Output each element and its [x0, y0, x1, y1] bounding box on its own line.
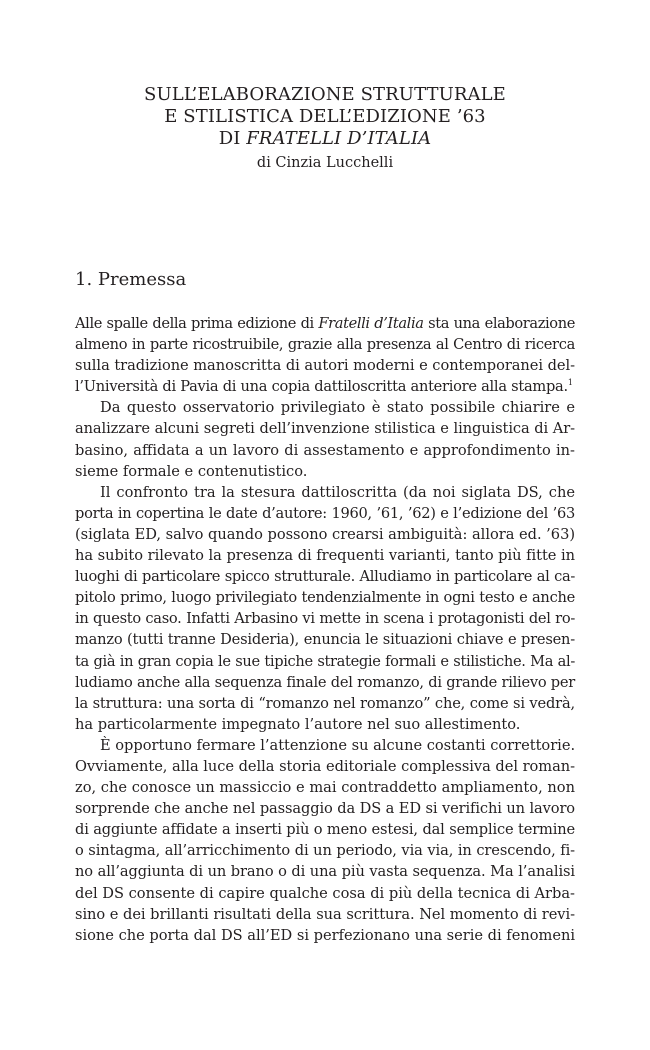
text-line: luoghi di particolare spicco strutturale. Alludiamo in particolare al ca-: [75, 568, 575, 586]
text-line: sorprende che anche nel passaggio da DS a ED si verifichi un lavoro: [75, 800, 575, 818]
body-text: [75, 313, 575, 946]
text-line: sieme formale e contenutistico.: [75, 462, 308, 480]
text-line: ta già in gran copia le sue tipiche strategie formali e stilistiche. Ma al-: [75, 652, 575, 670]
text-line: [75, 313, 575, 334]
text-line: almeno in parte ricostruibile, grazie alla presenza al Centro di ricerca: [75, 336, 575, 354]
text-line: [75, 376, 575, 397]
text-run: Alle spalle della prima edizione di: [75, 315, 319, 332]
text-line: porta in copertina le date d’autore: 1960, ’61, ’62) e l’edizione del ’63: [75, 504, 575, 522]
text-line: di aggiunte affidate a inserti più o meno estesi, dal semplice termine: [75, 821, 575, 839]
text-line: ha particolarmente impegnato l’autore nel suo allestimento.: [75, 715, 521, 733]
book-title-italic: Fratelli d’Italia: [318, 315, 424, 332]
article-author: di Cinzia Lucchelli: [256, 155, 394, 171]
text-line: analizzare alcuni segreti dell’invenzione stilistica e linguistica di Ar-: [75, 420, 575, 438]
article-title-prefix: DI: [218, 128, 241, 149]
text-line: in questo caso. Infatti Arbasino vi mette in scena i protagonisti del ro-: [75, 610, 575, 628]
text-line: ha subito rilevato la presenza di frequenti varianti, tanto più fitte in: [75, 547, 576, 565]
text-line: o sintagma, all’arricchimento di un periodo, via via, in crescendo, fi-: [75, 842, 575, 860]
text-line: zo, che conosce un massiccio e mai contraddetto ampliamento, non: [75, 779, 575, 797]
text-run: sta una elaborazione: [423, 315, 575, 332]
text-line: sione che porta dal DS all’ED si perfezionano una serie di fenomeni: [75, 926, 575, 944]
text-line: pitolo primo, luogo privilegiato tendenzialmente in ogni testo e anche: [75, 589, 575, 607]
text-run: l’Università di Pavia di una copia dattiloscritta anteriore alla stampa.: [75, 378, 568, 396]
article-title-line-1: SULL’ELABORAZIONE STRUTTURALE: [144, 84, 506, 105]
text-line: la struttura: una sorta di “romanzo nel romanzo” che, come si vedrà,: [75, 694, 575, 712]
article-title-line-2: E STILISTICA DELL’EDIZIONE ’63: [164, 106, 486, 127]
footnote-marker[interactable]: 1: [567, 378, 573, 388]
article-header: [0, 84, 650, 174]
text-line: manzo (tutti tranne Desideria), enuncia le situazioni chiave e presen-: [75, 631, 575, 649]
article-title-line-3: [0, 128, 650, 150]
text-line: Ovviamente, alla luce della storia editoriale complessiva del roman-: [75, 757, 575, 775]
text-line: del DS consente di capire qualche cosa di più della tecnica di Arba-: [75, 884, 575, 902]
text-line: basino, affidata a un lavoro di assestamento e approfondimento in-: [75, 441, 575, 459]
text-line: Il confronto tra la stesura dattiloscritta (da noi siglata DS, che: [100, 483, 575, 501]
text-line: no all’aggiunta di un brano o di una più vasta sequenza. Ma l’analisi: [75, 863, 575, 881]
section-heading: 1. Premessa: [75, 269, 187, 290]
text-line: (siglata ED, salvo quando possono crearsi ambiguità: allora ed. ’63): [75, 525, 576, 543]
text-line: È opportuno fermare l’attenzione su alcune costanti correttorie.: [100, 736, 576, 754]
text-line: sulla tradizione manoscritta di autori moderni e contemporanei del-: [75, 357, 576, 375]
text-line: ludiamo anche alla sequenza finale del romanzo, di grande rilievo per: [75, 673, 575, 691]
article-title-italic: FRATELLI D’ITALIA: [246, 128, 432, 149]
text-line: Da questo osservatorio privilegiato è stato possibile chiarire e: [100, 399, 575, 417]
text-line: sino e dei brillanti risultati della sua scrittura. Nel momento di revi-: [75, 905, 575, 923]
